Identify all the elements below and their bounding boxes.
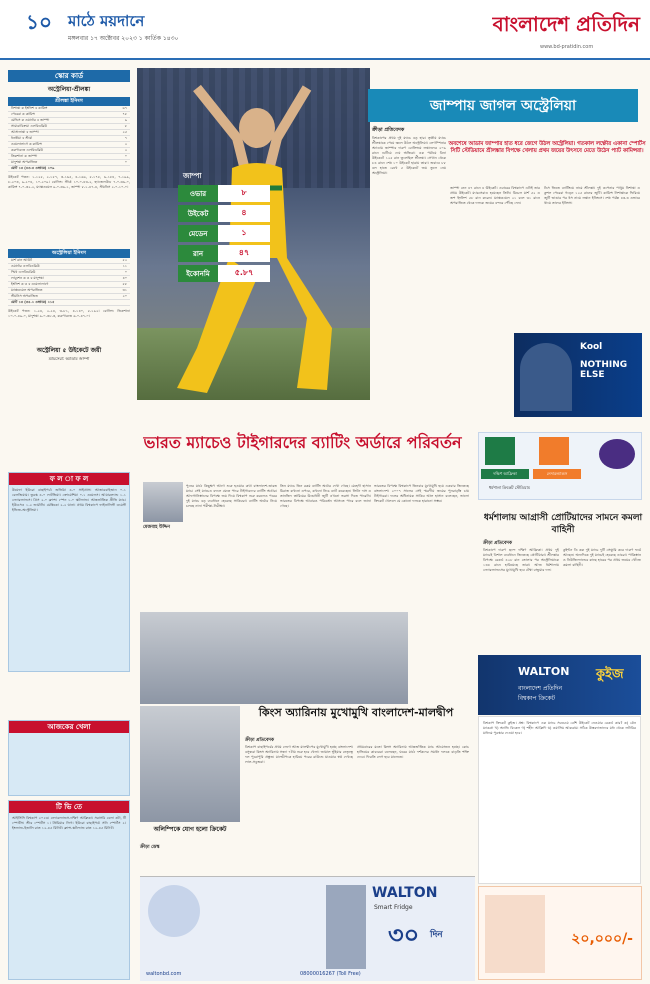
tigers-col3: ভারতের বিপক্ষে বিশ্বকাপে তিনবার মুখোমুখি হয়ে একবার জিতেছে বাংলাদেশ। ২০০৭ সালের সেই স্মরণীয় জয়ের পুনরাবৃত্তি চায় টাইগাররা। দলের অধিনায়ক সাকিব আল হাসান বলেছেন, ভালো ক্রিকেট খেললে যে কোনো দলকে হারানো সম্ভব। <box>374 484 469 503</box>
stat-value: ৫.৮৭ <box>218 265 270 282</box>
stats-title: জাম্পা <box>183 172 202 180</box>
stat-overs <box>178 185 270 202</box>
innings2-bowling: উইকেট পতন: ১-২৪, ২-২৪, ৩-৮১, ৪-১৪০, ৫-১৯২। বোলিং: তিকশানা ১০-০-৪৯-০, মাদুশঙ্কা ৯-০-৩৮-৩, করুণারত্নে ৬-০-৪৭-০। <box>8 309 130 318</box>
tigers-byline: মেজবাহ উদ্দিন <box>143 525 170 530</box>
football-list: উয়েফা ইউরো বাছাইপর্ব। জর্জিয়া ৪-০ সাইপ্রাস। আজারবাইজান ০-১ বেলজিয়াম। তুরস্ক ৪-০ লাটভিয়া। ক্রোয়েশিয়া ০-১ ওয়েলস। আয়ারল্যান্ড ১-১ নেদারল্যান্ডস। গ্রিস ২-০ ফ্রান্স। স্পেন ১-০ স্কটল্যান্ড। আন্তর্জাতিক প্রীতি ম্যাচ। ইউএসএ ১-২ জার্মানি। মেক্সিকো ২-২ ঘানা। প্রথম বিশ্বকাপে ফাইনালিস্ট ওয়েস্ট ইন্ডিজ-অস্ট্রেলিয়া। <box>12 488 126 512</box>
scorecard-match: অস্ট্রেলিয়া-শ্রীলঙ্কা <box>47 86 91 93</box>
stat-label: উইকেট <box>178 205 218 222</box>
section-title: মাঠে ময়দানে <box>68 12 145 30</box>
stat-label: ইকোনমি <box>178 265 218 282</box>
tigers-col1: পুনের মাঠে কিছুক্ষণ আগে শুরু হওয়ার কথা বাংলাদেশ-ভারত ম্যাচ। সেই ম্যাচেও বদলে যেতে পারে টাইগারদের ব্যাটিং অর্ডার। আফগানিস্তানের বিপক্ষে জয় দিয়ে বিশ্বকাপ শুরু করলেও পরের দুই ম্যাচে বড় ব্যবধানে হেরেছে সাকিবরা। ব্যাটিং অর্ডার নিয়ে চলছে নানা পরীক্ষা-নিরীক্ষা। <box>186 484 277 508</box>
innings1-rows <box>8 106 130 166</box>
table-row: ওয়ার্নার এলবিডব্লিউ ১১ <box>8 264 130 270</box>
innings1-bowling: উইকেট পতন: ১-১২৫, ২-১৫৭, ৩-১৬৫, ৪-১৬৬, ৫-১৭৮, ৬-১৮৪, ৭-১৯৯, ৮-২০৩, ৯-২০৪, ১০-২০৯। বোলিং: স্টার্ক ১০-০-৪৩-২, হ্যাজেলউড ৭-০-৩৬-০, কামিন্স ৭-০-৩২-২, ম্যাক্সওয়েল ৯-০-৩৬-১, জাম্পা ৮-১-৪৭-৪, স্টয়নিস ২-০-১০-০। <box>8 175 130 189</box>
innings2-total: মোট ১৩ (৩৫.২ ওভারে) ২১৫ <box>8 300 130 306</box>
hero-lead: অবশেষে আডাম জাম্পার হাত ধরে জেগে উঠল অস্ট্রেলিয়া। গতকাল লক্ষ্ণৌর একানা স্পোর্টস সিটি স্টেডিয়ামে শ্রীলঙ্কার বিপক্ষে খেলায় প্রথম জয়ের উৎসবে মেতে উঠেন প্যাট কামিন্সরা। <box>448 141 646 154</box>
fridge-sub: Smart Fridge <box>374 904 413 911</box>
tv-title: টি ভি তে <box>9 801 129 813</box>
prize-image <box>485 895 545 973</box>
website: www.bd-pratidin.com <box>540 44 594 50</box>
olympic-caption: অলিম্পিকে যোগ হলো ক্রিকেট <box>153 826 227 833</box>
table-row: ধনঞ্জয়া ব স্টার্ক ৭ <box>8 136 130 142</box>
table-row: আসালাঙ্কা ব জাম্পা ২৫ <box>8 130 130 136</box>
table-row: ইংলিশ ক ও ব ওয়েলালাগে ৫৮ <box>8 282 130 288</box>
fridge-website: waltonbd.com <box>146 971 182 977</box>
innings1-title: শ্রীলঙ্কা ইনিংস <box>8 97 130 106</box>
today-section <box>8 720 130 796</box>
quiz-questions: বিশ্বকাপ ক্রিকেট কুইজ। প্রশ্ন: বিশ্বকাপে এক ম্যাচে সবচেয়ে বেশি উইকেট নেওয়ার রেকর্ড কার? ক) গ্লেন ম্যাকগ্রা খ) অ্যান্ডি বিকেল গ) শহীদ আফ্রিদি ঘ) ওয়াসিম আকরাম। সঠিক উত্তরদাতাদের মধ্য থেকে লটারির মাধ্যমে পুরস্কার দেওয়া হবে। <box>483 721 636 735</box>
fridge-offer: ৩০ <box>388 921 420 949</box>
stat-label: মেডেন <box>178 225 218 242</box>
page-number: ১০ <box>26 10 52 34</box>
table-row: ওয়েলালাগে ক কামিন্স ২ <box>8 142 130 148</box>
team2-label: নেদারল্যান্ডস <box>533 469 581 479</box>
fridge-ad <box>140 876 475 981</box>
result: অস্ট্রেলিয়া ৫ উইকেটে জয়ী <box>36 347 102 354</box>
innings1-total: মোট ১৩ (৪৩.৩ ওভারে) ২০৯ <box>8 166 130 172</box>
table-row: সামারাবিক্রমা এলবিডব্লিউ ৮ <box>8 124 130 130</box>
table-row: নিশাঙ্কা ক ইংলিশ ব কামিন্স ৬৭ <box>8 106 130 112</box>
football-title: ফ ল া ফ ল <box>9 473 129 485</box>
stat-value: ৪ <box>218 205 270 222</box>
dharmashala-headline: ধর্মশালায় আগ্রাসী প্রোটিয়াদের সামনে কমলা বাহিনী <box>483 513 643 535</box>
table-row: স্মিথ এলবিডব্লিউ ০ <box>8 270 130 276</box>
dharmashala-byline: ক্রীড়া প্রতিবেদক <box>483 541 512 546</box>
kings-headline: কিংস অ্যারিনায় মুখোমুখি বাংলাদেশ-মালদ্বীপ <box>258 706 454 719</box>
walton-quiz-ad <box>478 655 641 715</box>
prize-amount: ২০,০০০/- <box>571 931 633 947</box>
walton-sub2: বিশ্বকাপ ক্রিকেট <box>518 695 556 702</box>
fridge-image <box>326 885 366 969</box>
table-row: পেরেরা ক কামিন্স ৭৮ <box>8 112 130 118</box>
stat-label: রান <box>178 245 218 262</box>
scorecard <box>8 70 130 363</box>
kings-photo <box>140 612 408 704</box>
table-row: ম্যাক্সওয়েল অপরাজিত ৩১ <box>8 288 130 294</box>
tv-section <box>8 800 130 980</box>
stat-wickets <box>178 205 270 222</box>
hero-body-col1: বিশ্বকাপের প্রথম দুই ম্যাচে বড় হার। তৃতীয় ম্যাচে শ্রীলঙ্কাকে পেয়ে জ্বলে উঠল অস্ট্রেলিয়া। লেগস্পিনার অ্যাডাম জাম্পার দারুণ বোলিংয়ে লঙ্কানদের ২০৯ রানে গুটিয়ে দেয় অজিরা। এক পর্যায়ে বিনা উইকেটে ১২৫ রান তুলেছিল শ্রীলঙ্কা। সেখান থেকে ৮৪ রানে শেষ ১০ উইকেট হারায় তারা। জবাবে ৮৮ বল হাতে রেখে ৫ উইকেটে জয় তুলে নেয় অস্ট্রেলিয়া। <box>372 136 446 175</box>
table-row: মাদুশঙ্কা অপরাজিত ০ <box>8 160 130 166</box>
ad-model <box>520 343 572 411</box>
kings-byline: ক্রীড়া প্রতিবেদক <box>245 738 274 743</box>
table-row: করুণারত্নে এলবিডব্লিউ ২ <box>8 148 130 154</box>
stats-panel <box>178 185 270 285</box>
walton-quiz: কুইজ <box>596 667 624 682</box>
kings-col2: প্রথমবারের মতো কিংস অ্যারিনায় আন্তর্জাতিক ম্যাচ আয়োজন হচ্ছে। কোচ হাভিয়ের কাবরেরা বলেছেন, ঘরের মাঠে দর্শকদের সমর্থন দলকে বাড়তি শক্তি দেবে। ফিরতি লেগ হবে মালেতে। <box>357 745 469 759</box>
hero-body-col3: টসে জিতে ব্যাটিংয়ে নামে শ্রীলঙ্কা। দুই ওপেনার পাথুম নিশাঙ্কা ও কুশল পেরেরা গড়েন ১২৫ রানের জুটি। কামিন্স নিশাঙ্কাকে ফিরিয়ে জুটি ভাঙার পর ধস নামে লঙ্কান ইনিংসে। শেষ পর্যন্ত ৪৩.৩ ওভারে থামে তাদের ইনিংস। <box>544 186 640 205</box>
tigers-col2: তিন ম্যাচে তিন রকম ব্যাটিং অর্ডার দেখা গেছে। মেহেদী হাসান মিরাজ কখনো ওপরে, কখনো নিচে ব্যাট করেছেন। লিটন দাস ও তানজিদ তামিমের উদ্বোধনী জুটি এখনো ভরসা দিতে পারেনি। ভারতের বিপক্ষে আবারও পরিবর্তন আসতে পারে বলে জানা গেছে। <box>280 484 371 508</box>
kings-col1: বিশ্বকাপ বাছাইপর্বের প্রথম লেগে আজ মালদ্বীপের মুখোমুখি হচ্ছে বাংলাদেশ। বসুন্ধরা কিংস অ্যারিনায় সন্ধ্যা ৭টায় শুরু হবে খেলা। জামাল ভূঁইয়ার নেতৃত্বে দল পুরোপুরি প্রস্তুত। মালদ্বীপকে হারিয়ে পরের রাউন্ডে যাওয়ার স্বপ্ন দেখছে লাল-সবুজরা। <box>245 745 353 764</box>
olympic-byline: ক্রীড়া ডেস্ক <box>140 845 160 850</box>
stat-maidens <box>178 225 270 242</box>
hero-byline: ক্রীড়া প্রতিবেদক <box>372 127 405 133</box>
scorecard-title: স্কোর কার্ড <box>8 70 130 82</box>
kool-brand: Kool <box>580 342 603 352</box>
dharmashala-col2: কুইন্টন ডি কক দুই ম্যাচে দুটি সেঞ্চুরি করে দারুণ ফর্মে আছেন। অন্যদিকে দুই ম্যাচেই হেরেছে ডাচরা। পাকিস্তান ও নিউজিল্যান্ডের কাছে হারের পর প্রথম জয়ের খোঁজে কমলা বাহিনী। <box>563 548 641 567</box>
fridge-phone: 08000016267 (Toll Free) <box>300 971 361 977</box>
hero-body-col2: জাম্পা নেন ৪৭ রানে ৪ উইকেট। এবারের বিশ্বকাপে এটাই তার প্রথম উইকেট। ম্যাচসেরাও হয়েছেন তিনি। মিচেল মার্শ ৫২ ও জশ ইংলিশ ৫৮ রান করেন। ম্যাক্সওয়েল ২১ বলে ৩১ রানে অপরাজিত থেকে দলকে জয়ের বন্দরে পৌঁছে দেন। <box>450 186 540 205</box>
author-photo <box>143 482 183 522</box>
tv-list: আইসিসি বিশ্বকাপ ২০২৩। নেদারল্যান্ডস-দক্ষিণ আফ্রিকা। সরাসরি বেলা ৩টা, টি স্পোর্টস। স্টার স্পোর্টস ১। প্রিমিয়ার লিগ। ইউরো বাছাইপর্ব। সনি স্পোর্টস ২। ইংল্যান্ড-ইতালি রাত ১২-৪৫ মিনিট। ফ্রান্স-স্কটল্যান্ড রাত ১২-৪৫ মিনিট। <box>12 816 126 830</box>
football-results <box>8 472 130 672</box>
table-row: তিকশানা ক জাম্পা ০ <box>8 154 130 160</box>
stat-value: ১ <box>218 225 270 242</box>
stat-economy <box>178 265 270 282</box>
hero-headline: জাম্পায় জাগল অস্ট্রেলিয়া <box>368 89 638 122</box>
prize-ad <box>478 886 642 980</box>
team1-label: দক্ষিণ আফ্রিকা <box>481 469 529 479</box>
stat-value: ৮ <box>218 185 270 202</box>
kool-tagline: NOTHING ELSE <box>580 360 628 380</box>
dharmashala-col1: বিশ্বকাপে দারুণ ছন্দে দক্ষিণ আফ্রিকা। প্রথম দুই ম্যাচেই বিশাল ব্যবধানে জিতেছে প্রোটিয়ারা। শ্রীলঙ্কার বিপক্ষে রেকর্ড ৪২৮ রান তোলার পর অস্ট্রেলিয়াকে ১৩৪ রানে হারিয়েছে তারা। আজ ধর্মশালায় নেদারল্যান্ডসের মুখোমুখি হবে টেম্বা বাভুমার দল। <box>483 548 559 572</box>
match-banner <box>478 432 642 500</box>
tigers-headline: ভারত ম্যাচেও টাইগারদের ব্যাটিং অর্ডারে পরিবর্তন <box>143 433 462 452</box>
fridge-offer-unit: দিন <box>430 930 443 940</box>
quiz-form <box>478 716 641 884</box>
table-row: লাবুশেন ক ও ব মাদুশঙ্কা ৪০ <box>8 276 130 282</box>
world-cup-logo-icon <box>599 439 635 469</box>
sa-flag-icon <box>485 437 515 465</box>
innings2-title: অস্ট্রেলিয়া ইনিংস <box>8 249 130 258</box>
stat-value: ৪৭ <box>218 245 270 262</box>
innings2-rows <box>8 258 130 300</box>
date: মঙ্গলবার ১৭ অক্টোবর ২০২৩ ১ কার্তিক ১৪৩০ <box>68 35 179 42</box>
olympic-photo <box>140 706 240 822</box>
table-row: স্টয়নিস অপরাজিত ২০ <box>8 294 130 300</box>
today-title: আজকের খেলা <box>9 721 129 733</box>
walton-subtitle: বাংলাদেশ প্রতিদিন <box>518 685 563 692</box>
brand-logo: বাংলাদেশ প্রতিদিন <box>492 12 640 36</box>
ad-player-photo <box>148 885 200 937</box>
venue: ধর্মশালা ক্রিকেট স্টেডিয়াম <box>489 485 530 490</box>
stat-runs <box>178 245 270 262</box>
table-row: মেন্ডিস ক ওয়ার্নার ব জাম্পা ৯ <box>8 118 130 124</box>
netherlands-flag-icon <box>539 437 569 465</box>
walton-brand: WALTON <box>518 665 570 678</box>
stat-label: ওভার <box>178 185 218 202</box>
player-of-match: ম্যাচসেরা: অ্যাডাম জাম্পা <box>48 356 90 361</box>
fridge-brand: WALTON <box>372 885 438 901</box>
table-row: মার্শ রান আউট ৫২ <box>8 258 130 264</box>
